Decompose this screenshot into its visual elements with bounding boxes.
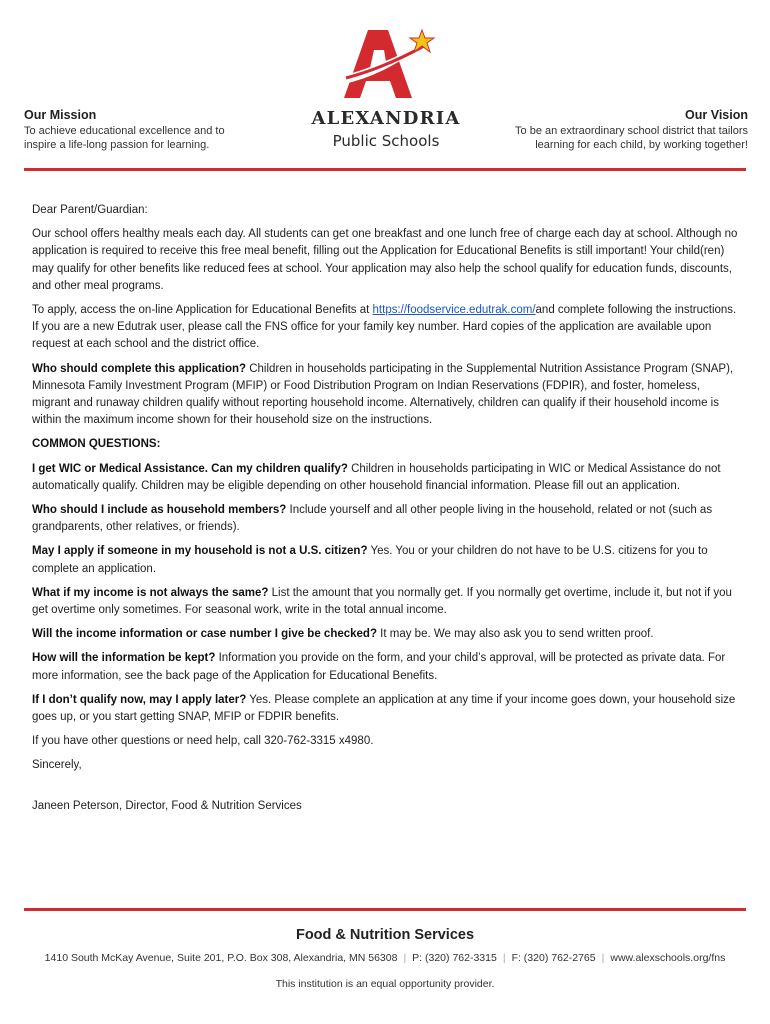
apply-paragraph: [32, 302, 738, 354]
faq-answer: It may be. We may also ask you to send written proof.: [376, 628, 654, 641]
common-questions-heading: COMMON QUESTIONS:: [32, 438, 161, 451]
closing: Sincerely,: [32, 759, 82, 772]
footer: [0, 922, 770, 990]
footer-address: 1410 South McKay Avenue, Suite 201, P.O. Box 308, Alexandria, MN 56308: [44, 952, 398, 964]
equal-opportunity-statement: This institution is an equal opportunity provider.: [275, 978, 495, 990]
faq-question: Who should I include as household members?: [32, 504, 287, 517]
star-a-logo-icon: [340, 26, 436, 106]
footer-phone: P: (320) 762-3315: [412, 952, 497, 964]
faq-answer: Include yourself and all other people living in the household, related or not (such as grandparents, other relatives, or friends).: [32, 504, 713, 534]
who-question: Who should complete this application?: [32, 362, 247, 375]
greeting: Dear Parent/Guardian:: [32, 204, 148, 216]
faq-question: I get WIC or Medical Assistance. Can my children qualify?: [32, 462, 348, 475]
district-subtitle: Public Schools: [332, 132, 440, 150]
vision-text: To be an extraordinary school district that tailors learning for each child, by working together!: [515, 125, 748, 151]
mission-block: [24, 108, 254, 152]
district-logo: [310, 26, 462, 152]
who-paragraph: [32, 361, 738, 430]
apply-text-pre: To apply, access the on-line Application for Educational Benefits at: [32, 304, 373, 317]
faq-item: [32, 585, 738, 619]
vision-block: [498, 108, 748, 152]
district-name: ALEXANDRIA: [311, 108, 461, 129]
header-divider: [24, 168, 746, 171]
intro-paragraph: Our school offers healthy meals each day. All students can get one breakfast and one lunch free of charge each day at school. Although no application is required to receive this free meal benefit, filling out the Application for Educational Benefits is still important! Your child(ren) may qualify for other benefits like reduced fees at school. Your application may also help the school qualify for education funds, discounts, and other meal programs.: [32, 228, 738, 292]
letterhead: [0, 0, 770, 172]
footer-divider: [24, 908, 746, 911]
footer-title: Food & Nutrition Services: [295, 927, 475, 943]
faq-answer: List the amount that you normally get. If you normally get overtime, include it, but not if you get overtime only sometimes. For seasonal work, write in the total annual income.: [32, 586, 732, 617]
edutrak-link[interactable]: https://foodservice.edutrak.com/: [372, 304, 536, 317]
footer-fax: F: (320) 762-2765: [511, 952, 596, 964]
vision-title: Our Vision: [685, 108, 748, 122]
footer-website[interactable]: www.alexschools.org/fns: [610, 952, 726, 964]
apply-text-post: and complete following the instructions. If you are a new Edutrak user, please call the FNS office for your family key number. Hard copies of the application are available upon request at each school and the district office.: [32, 304, 737, 351]
faq-question: Will the income information or case number I give be checked?: [32, 628, 377, 641]
letter-body: [32, 202, 738, 822]
faq-question: What if my income is not always the same?: [32, 586, 269, 599]
mission-title: Our Mission: [24, 108, 97, 122]
faq-item: [32, 650, 738, 684]
faq-answer: Information you provide on the form, and your child’s approval, will be protected as private data. For more information, see the back page of the Application for Educational Benefits.: [32, 652, 726, 682]
faq-item: [32, 543, 738, 577]
signature: Janeen Peterson, Director, Food & Nutrition Services: [32, 799, 302, 812]
faq-question: May I apply if someone in my household is not a U.S. citizen?: [32, 545, 368, 558]
faq-item: [32, 502, 738, 536]
faq-item: [32, 461, 738, 495]
who-answer: Children in households participating in the Supplemental Nutrition Assistance Program (SNAP), Minnesota Family Investment Program (MFIP) or Food Distribution Program on Indian Reservations (FDPIR), and foster, homeless, migrant and runaway children qualify without reporting household income. Alternatively, children can qualify if their household income is within the maximum income shown for their household size on the instructions.: [32, 362, 734, 427]
faq-question: If I don’t qualify now, may I apply later?: [32, 693, 247, 706]
faq-answer: Children in households participating in WIC or Medical Assistance do not automatically qualify. Children may be eligible depending on other household financial information. Please fill out an application.: [32, 462, 721, 492]
contact-line: If you have other questions or need help, call 320-762-3315 x4980.: [32, 735, 374, 748]
faq-item: [32, 692, 738, 726]
faq-item: [32, 626, 738, 643]
footer-contact: 1410 South McKay Avenue, Suite 201, P.O. Box 308, Alexandria, MN 56308 | P: (320) 762-3315 | F: (320) 762-2765 | www.alexschools.org/fns: [44, 952, 726, 964]
faq-answer: Yes. You or your children do not have to be U.S. citizens for you to complete an application.: [32, 545, 708, 575]
faq-question: How will the information be kept?: [32, 652, 216, 665]
mission-text: To achieve educational excellence and to inspire a life-long passion for learning.: [24, 125, 225, 151]
faq-answer: Yes. Please complete an application at any time if your income goes down, your household size goes up, or you start getting SNAP, MFIP or FDPIR benefits.: [32, 693, 736, 724]
